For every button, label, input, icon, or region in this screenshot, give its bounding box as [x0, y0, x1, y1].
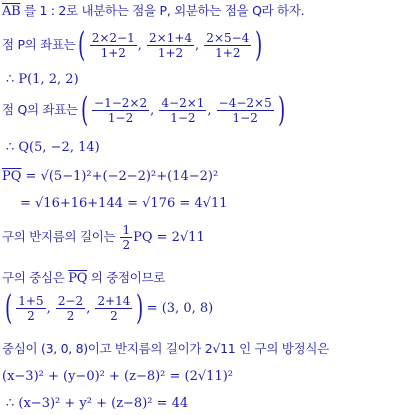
q-frac-x: $\frac{-1-2\times 2}{1-2}$: [94, 95, 148, 125]
segment-pq-2: $\overline{PQ}$: [68, 271, 88, 286]
center-frac-y: $\frac{2-2}{2}$: [57, 293, 84, 323]
final-text: 중심이 (3, 0, 8)이고 반지름의 길이가 2√11 인 구의 방정식은: [2, 341, 329, 356]
radius-value: PQ = 2√11: [133, 230, 205, 245]
p-result: ∴ P(1, 2, 2): [6, 72, 79, 87]
p-frac-x: $\frac{2\times 2-1}{1+2}$: [91, 30, 135, 60]
center-result: = (3, 0, 8): [146, 300, 214, 316]
right-paren: ): [277, 90, 286, 130]
segment-ab: $\overline{AB}$: [2, 4, 21, 19]
left-paren: (: [78, 25, 86, 65]
radius-line: [2, 224, 205, 251]
pq-evaluation: = √16+16+144 = √176 = 4√11: [20, 196, 228, 211]
pq-expression: = √(5−1)²+(−2−2)²+(14−2)²: [25, 169, 219, 184]
right-paren: ): [255, 25, 263, 65]
radius-label: 구의 반지름의 길이는: [2, 229, 116, 245]
center-frac-z: $\frac{2+14}{2}$: [97, 293, 131, 323]
intro-line: [2, 5, 304, 18]
center-coordinate-row: ( $\frac{1+5}{2}$ , $\frac{2-2}{2}$ , $\frac{2+14}{2}$ ) = (3, 0, 8): [4, 288, 214, 328]
q-coordinate-row: 점 Q의 좌표는 ( $\frac{-1-2\times 2}{1-2}$ , $\frac{4-2\times 1}{1-2}$ , $\frac{-4-2\times 5}{1-2}$ ): [2, 90, 286, 130]
segment-pq: $\overline{PQ}$: [2, 169, 22, 184]
left-paren: (: [80, 90, 89, 130]
right-paren: ): [136, 288, 144, 328]
q-result: ∴ Q(5, −2, 14): [6, 140, 100, 155]
center-label-line: [2, 272, 165, 285]
left-paren: (: [4, 288, 13, 328]
sphere-equation: (x−3)² + (y−0)² + (z−8)² = (2√11)²: [2, 369, 234, 384]
q-frac-z: $\frac{-4-2\times 5}{1-2}$: [218, 95, 272, 125]
q-frac-y: $\frac{4-2\times 1}{1-2}$: [161, 95, 205, 125]
p-frac-y: $\frac{2\times 1+4}{1+2}$: [149, 30, 193, 60]
pq-length-line: [2, 170, 218, 183]
sphere-equation-final: ∴ (x−3)² + y² + (z−8)² = 44: [6, 396, 189, 411]
p-coord-label: 점 P의 좌표는: [2, 36, 76, 52]
q-coord-label: 점 Q의 좌표는: [2, 101, 78, 117]
radius-half-frac: $\frac{1}{2}$: [122, 223, 131, 252]
p-frac-z: $\frac{2\times 5-4}{1+2}$: [206, 30, 250, 60]
intro-text: 를 1 : 2로 내분하는 점을 P, 외분하는 점을 Q라 하자.: [24, 3, 305, 18]
center-label-a: 구의 중심은: [2, 270, 65, 285]
center-label-b: 의 중점이므로: [90, 270, 166, 285]
p-coordinate-row: 점 P의 좌표는 ( $\frac{2\times 2-1}{1+2}$ , $\frac{2\times 1+4}{1+2}$ , $\frac{2\times 5-4}{1+2}$ ): [2, 25, 263, 65]
center-frac-x: $\frac{1+5}{2}$: [18, 293, 44, 323]
